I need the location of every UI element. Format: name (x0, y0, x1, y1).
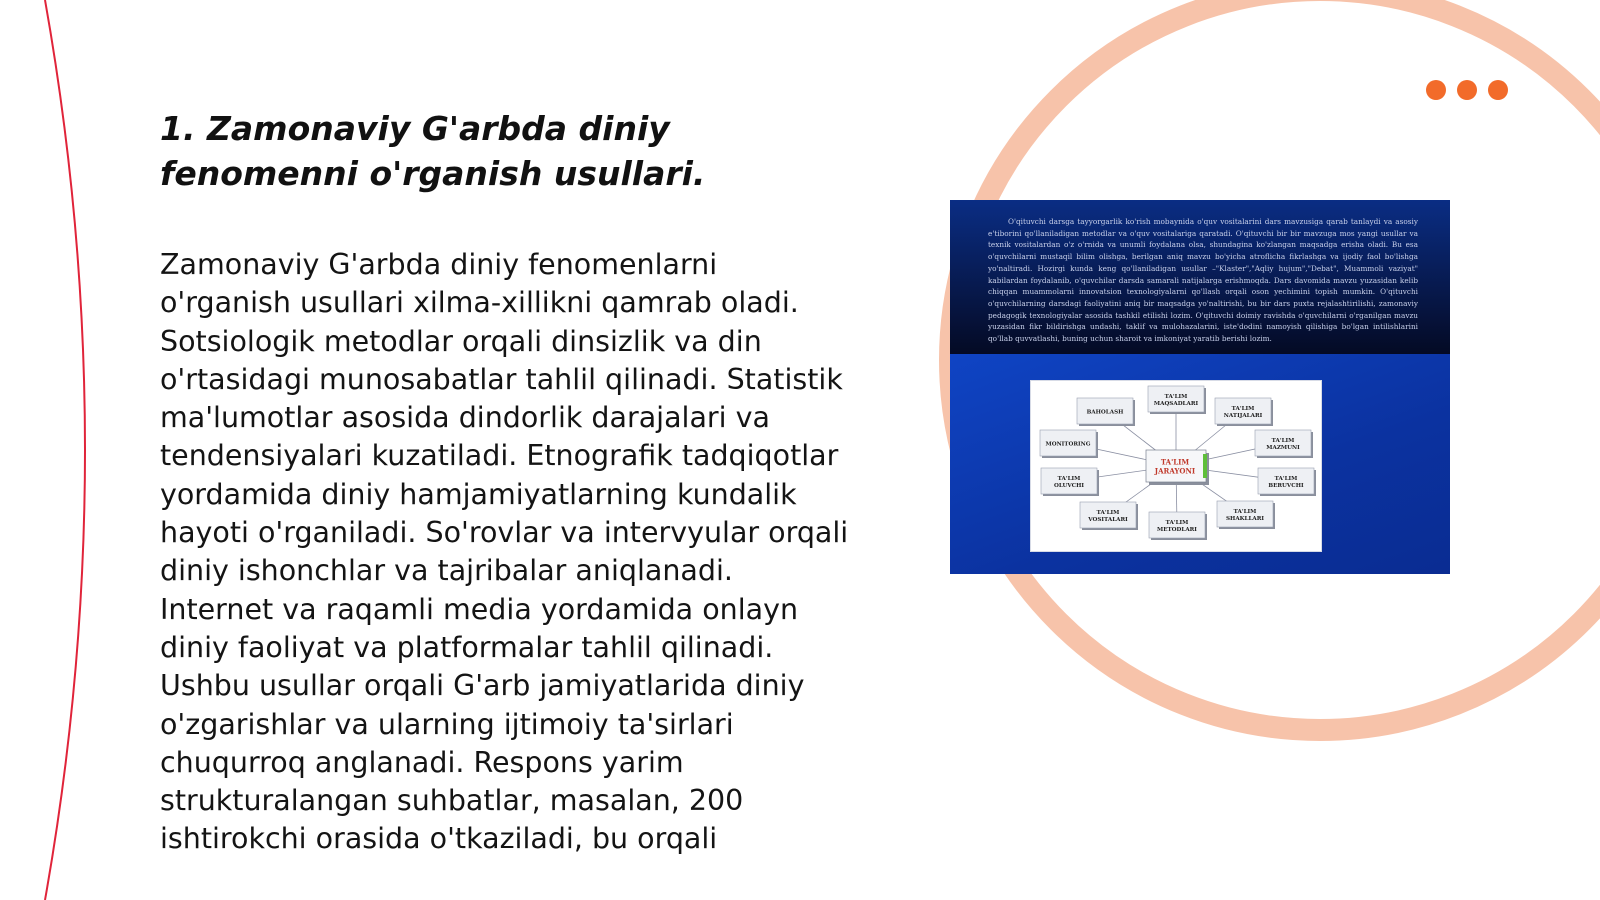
node-label: BERUVCHI (1268, 483, 1304, 489)
diagram-panel (1030, 380, 1322, 552)
node-label: TA'LIM (1274, 476, 1298, 482)
node-label: VOSITALARI (1088, 517, 1128, 523)
decorative-line (45, 0, 85, 900)
diagram-center-node (1146, 450, 1209, 485)
node-label: METODLARI (1157, 527, 1197, 533)
diagram-node (1215, 398, 1273, 426)
node-label: BAHOLASH (1086, 409, 1124, 416)
node-label: TA'LIM (1233, 509, 1257, 515)
diagram-node (1255, 430, 1313, 458)
node-label: TA'LIM (1057, 476, 1081, 482)
slide-paragraph: O'qituvchi darsga tayyorgarlik ko'rish mobaynida o'quv vositalarini dars mavzusiga qarab tanlaydi va asosiy e'tiborini qo'llaniladigan metodlar va o'quv vositalariga qaratadi. O'qituvchi bir bir mavzuga mos yangi usullar va texnik vositalardan o'z o'rnida va unumli foydalana olsa, shundagina ko'zlangan maqsadga erisha oladi. Bu esa o'quvchilarni mustaqil bilim olishga, berilgan aniq mavzu bo'yicha atroflicha fikrlashga va ijodiy faol bo'lishga yo'naltiradi. Hozirgi kunda keng qo'llaniladigan usullar –"Klaster","Aqliy hujum","Debat", Muammoli vaziyat" kabilardan foydalanib, o'quvchilar darsda samarali natijalarga erishmoqda. Dars davomida mavzu yuzasidan kelib chiqqan muammolarni innovatsion texnologiyalarni qo'llash orqali oson yechimini topish mumkin. O'qituvchi o'quvchilarning darsdagi faoliyatini aniq bir maqsadga yo'naltirishi, bu bir dars puxta rejalashtirilishi, zamonaviy pedagogik texnologiyalar asosida tashkil etilishi lozim. O'qituvchi doimiy ravishda o'quvchilarni o'rganilgan mavzu yuzasidan fikr bildirishga undashi, taklif va mulohazalarini, iste'dodini namoyish qilishiga bo'lgan intilishlarini qo'llab quvvatlashi, buning uchun sharoit va imkoniyat yaratib berishi lozim. (988, 217, 1418, 344)
node-label: NATIJALARI (1223, 413, 1263, 419)
center-accent (1203, 454, 1207, 478)
node-label: SHAKLLARI (1226, 516, 1264, 522)
center-label: JARAYONI (1154, 466, 1196, 476)
ta-lim-diagram (1031, 381, 1321, 551)
diagram-node (1077, 398, 1135, 426)
slide-text-panel (950, 200, 1450, 354)
node-label: MONITORING (1045, 441, 1091, 448)
diagram-node (1148, 386, 1206, 414)
node-label: TA'LIM (1271, 438, 1295, 444)
diagram-node (1217, 501, 1275, 529)
diagram-node (1040, 430, 1098, 458)
slide-image (950, 200, 1450, 574)
diagram-node (1258, 468, 1316, 496)
node-label: TA'LIM (1096, 510, 1120, 516)
node-label: MAZMUNI (1266, 445, 1300, 451)
diagram-node (1041, 468, 1099, 496)
page-title: 1. Zamonaviy G'arbda diniy fenomenni o'rganish usullari. (160, 109, 706, 193)
node-label: OLUVCHI (1053, 483, 1085, 489)
body-paragraph: Zamonaviy G'arbda diniy fenomenlarni o'rganish usullari xilma-xillikni qamrab oladi. Sotsiologik metodlar orqali dinsizlik va din o'rtasidagi munosabatlar tahlil qilinadi. Statistik ma'lumotlar asosida dindorlik darajalari va tendensiyalari kuzatiladi. Etnografik tadqiqotlar yordamida diniy hamjamiyatlarning kundalik hayoti o'rganiladi. So'rovlar va intervyular orqali diniy ishonchlar va tajribalar aniqlanadi. Internet va raqamli media yordamida onlayn diniy faoliyat va platformalar tahlil qilinadi. Ushbu usullar orqali G'arb jamiyatlarida diniy o'zgarishlar va ularning ijtimoiy ta'sirlari chuqurroq anglanadi. Respons yarim strukturalangan suhbatlar, masalan, 200 ishtirokchi orasida o'tkaziladi, bu orqali (160, 248, 849, 856)
diagram-node (1080, 502, 1138, 530)
dot (1457, 80, 1477, 100)
center-label: TA'LIM (1160, 457, 1190, 467)
dot (1488, 80, 1508, 100)
node-label: TA'LIM (1164, 394, 1188, 400)
node-label: MAQSADLARI (1153, 401, 1199, 407)
node-label: TA'LIM (1231, 406, 1255, 412)
diagram-node (1149, 512, 1207, 540)
dot (1426, 80, 1446, 100)
more-dots-icon[interactable] (1426, 80, 1508, 100)
node-label: TA'LIM (1165, 520, 1189, 526)
